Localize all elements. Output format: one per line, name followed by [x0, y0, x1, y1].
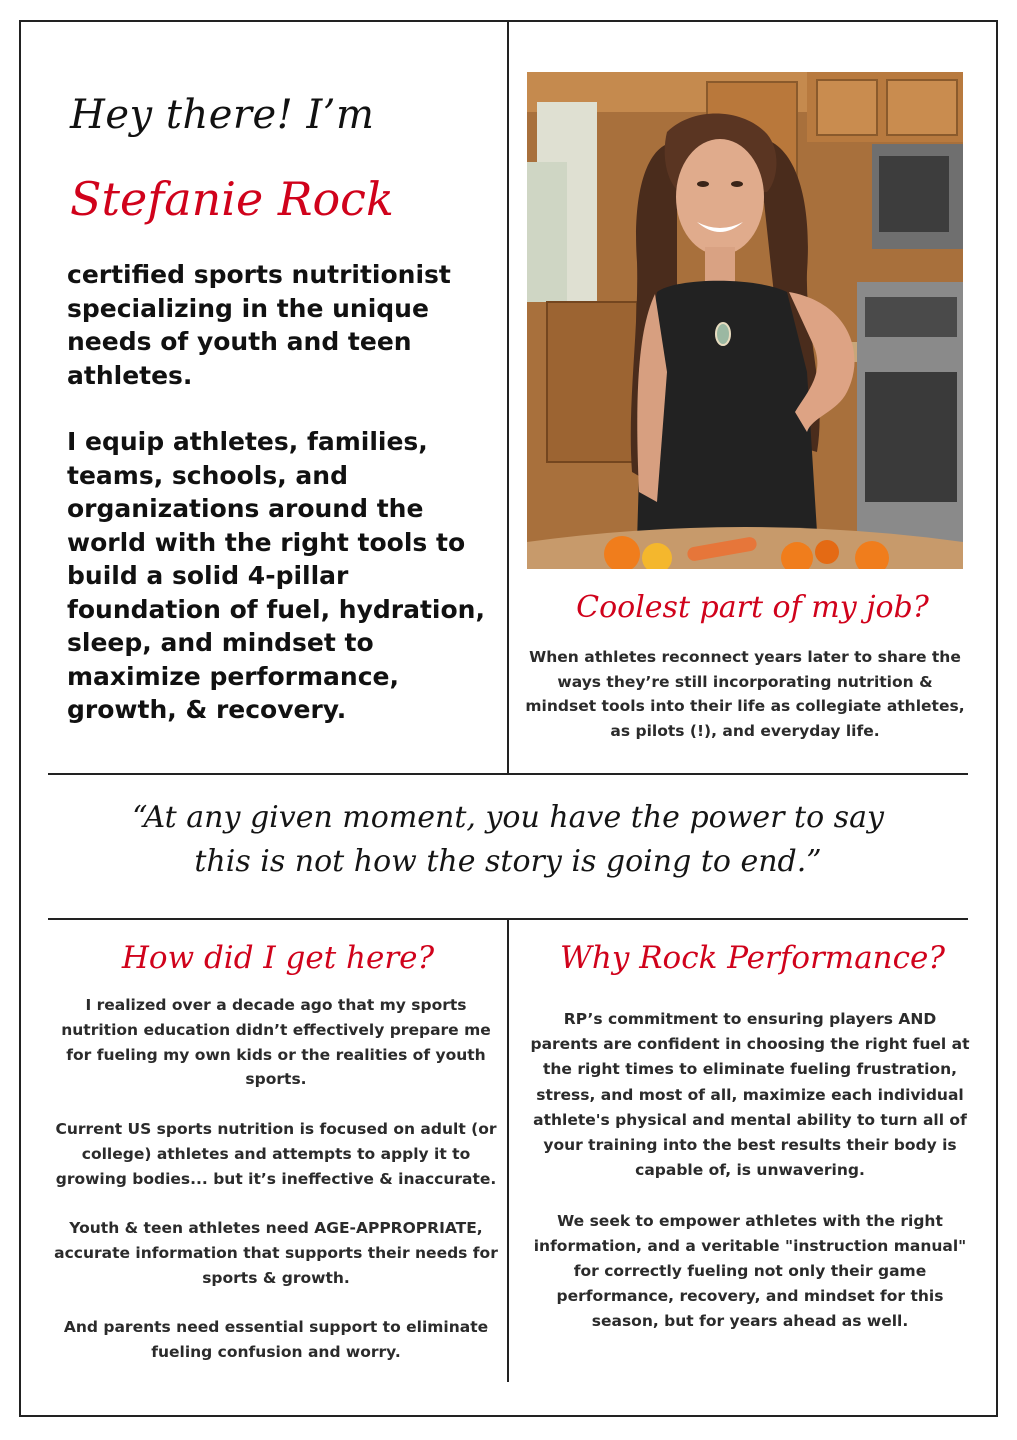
intro-paragraph-1: certified sports nutritionist specializing in the unique needs of youth and teen athletes.: [67, 260, 451, 390]
how-did-i-paragraph: Current US sports nutrition is focused on adult (or college) athletes and attempts to apply it to growing bodies... but it’s ineffective & inaccurate.: [55, 1119, 497, 1188]
how-did-i-heading: How did I get here?: [121, 940, 435, 976]
greeting-heading: Hey there! I’m: [70, 92, 375, 138]
quote-line-1: “At any given moment, you have the power to say: [132, 800, 884, 835]
why-rp-paragraph: RP’s commitment to ensuring players AND parents are confident in choosing the right fuel at the right times to eliminate fueling frustration, stress, and most of all, maximize each individual athlete's physical and mental ability to turn all of your training into the best results their body is capable of, is unwavering.: [530, 1010, 970, 1180]
quote-block: [48, 796, 968, 884]
name-heading: Stefanie Rock: [70, 172, 394, 226]
why-rp-text: [530, 1007, 970, 1335]
bottom-column-divider: [507, 920, 509, 1382]
why-rp-heading: Why Rock Performance?: [560, 940, 945, 976]
how-did-i-text: [52, 993, 500, 1365]
coolest-heading: Coolest part of my job?: [576, 590, 929, 625]
how-did-i-paragraph: And parents need essential support to eliminate fueling confusion and worry.: [63, 1318, 489, 1362]
intro-text: [67, 258, 497, 727]
portrait-photo: [527, 72, 963, 569]
how-did-i-paragraph: I realized over a decade ago that my sports nutrition education didn’t effectively prepare me for fueling my own kids or the realities of youth sports.: [61, 996, 491, 1089]
quote-top-divider: [48, 773, 968, 775]
how-did-i-paragraph: Youth & teen athletes need AGE-APPROPRIATE, accurate information that supports their needs for sports & growth.: [54, 1219, 498, 1287]
intro-paragraph-2: I equip athletes, families, teams, schools, and organizations around the world with the right tools to build a solid 4-pillar foundation of fuel, hydration, sleep, and mindset to maximize performance, growth, & recovery.: [67, 427, 485, 724]
quote-line-2: this is not how the story is going to end.”: [194, 844, 822, 879]
coolest-text: When athletes reconnect years later to share the ways they’re still incorporating nutrition & mindset tools into their life as collegiate athletes, as pilots (!), and everyday life.: [525, 648, 965, 740]
top-column-divider: [507, 21, 509, 773]
why-rp-paragraph: We seek to empower athletes with the right information, and a veritable "instruction manual" for correctly fueling not only their game performance, recovery, and mindset for this season, but for years ahead as well.: [533, 1211, 967, 1331]
